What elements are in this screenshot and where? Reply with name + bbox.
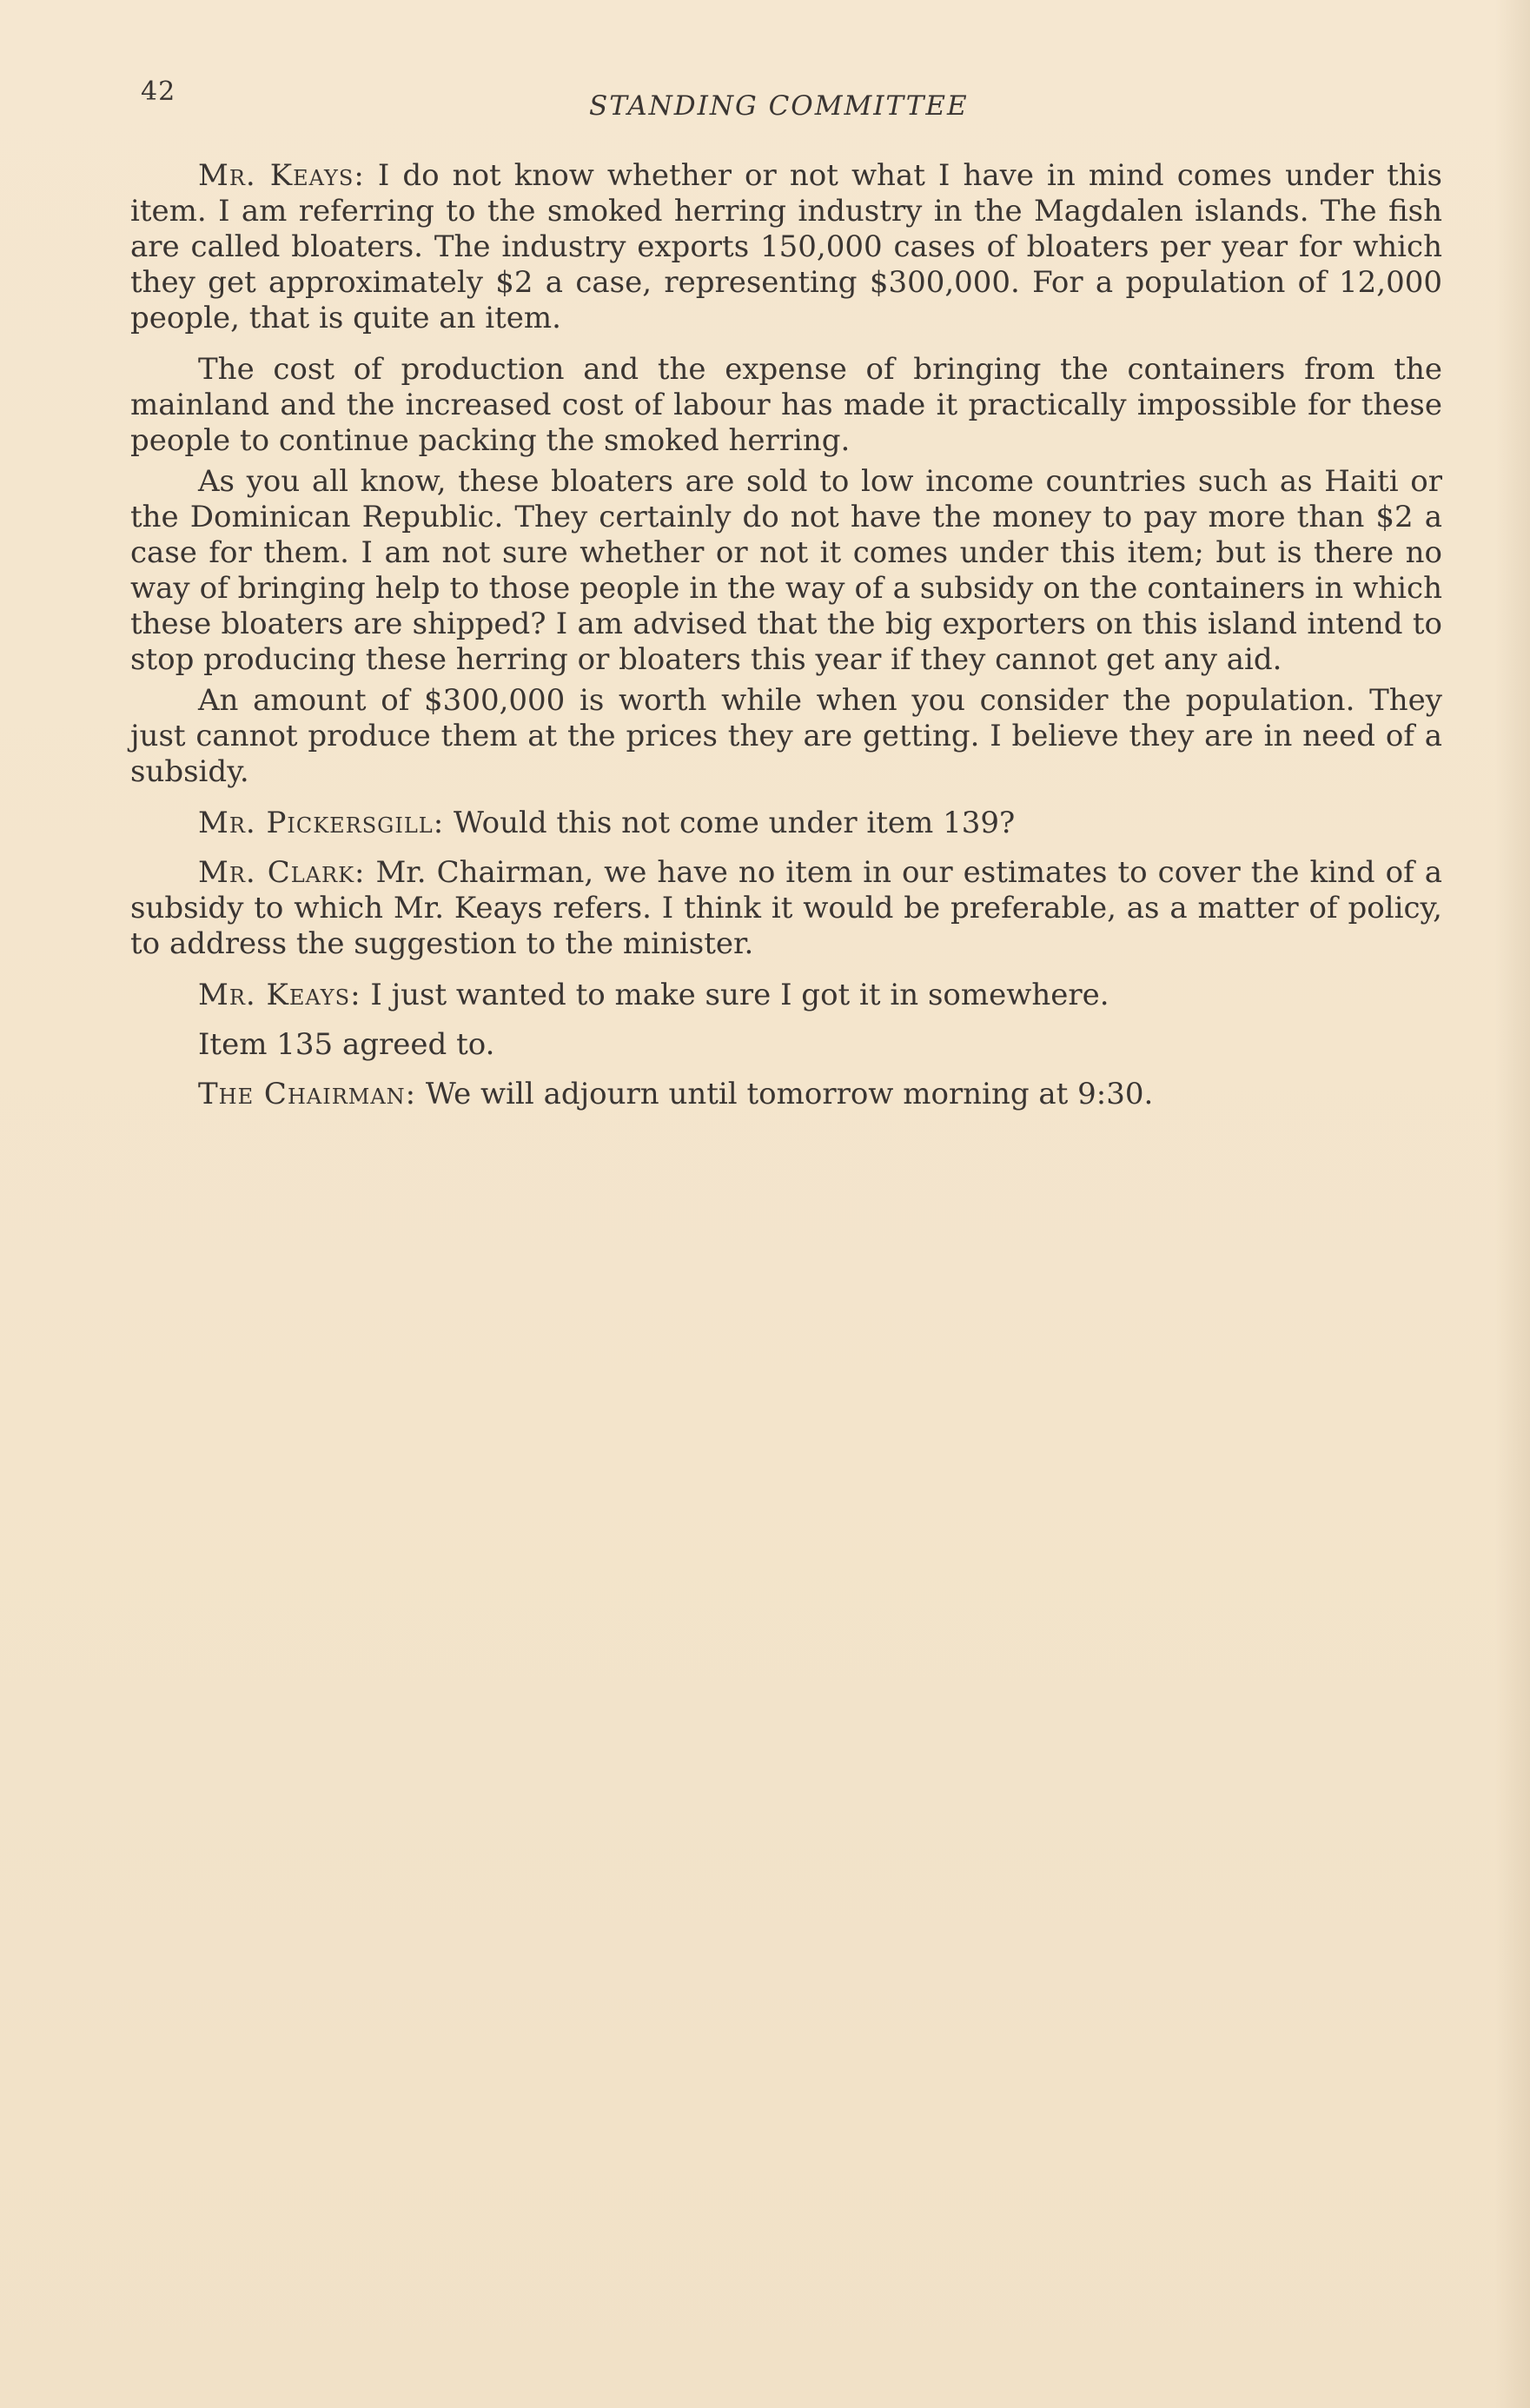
paragraph-clark: [130, 855, 1442, 962]
paragraph-amount: [130, 683, 1442, 790]
paragraph-text: Would this not come under item 139?: [444, 806, 1016, 840]
paragraph-item-agreed: [130, 1027, 1442, 1063]
body-text: [130, 158, 1442, 1126]
paragraph-text: Mr. Chairman, we have no item in our estimates to cover the kind of a subsidy to which Mr. Keays refers. I think it would be preferable, as a matter of policy, to address the suggestion to the minister.: [130, 855, 1442, 961]
paragraph-text: The cost of production and the expense of bringing the containers from the mainland and the increased cost of labour has made it practically impossible for these people to continue packing the smoked herring.: [130, 352, 1442, 458]
speaker-name: Mr. Keays:: [198, 158, 365, 193]
speaker-name: Mr. Clark:: [198, 855, 366, 890]
speaker-name: The Chairman:: [198, 1077, 417, 1111]
running-head: STANDING COMMITTEE: [589, 90, 969, 122]
paragraph-text: We will adjourn until tomorrow morning at 9:30.: [416, 1077, 1154, 1111]
paragraph-text: As you all know, these bloaters are sold to low income countries such as Haiti or the Dominican Republic. They certainly do not have the money to pay more than $2 a case for them. I am not sure whether or not it comes under this item; but is there no way of bringing help to those people in the way of a subsidy on the containers in which these bloaters are shipped? I am advised that the big exporters on this island intend to stop producing these herring or bloaters this year if they cannot get any aid.: [130, 464, 1442, 677]
speaker-name: Mr. Pickersgill:: [198, 806, 445, 840]
paragraph-keays-1: [130, 158, 1442, 336]
page-edge-shadow: [1495, 0, 1530, 2408]
paragraph-cost: [130, 352, 1442, 459]
paragraph-pickersgill: [130, 806, 1442, 841]
paragraph-bloaters: [130, 464, 1442, 678]
speaker-name: Mr. Keays:: [198, 978, 361, 1012]
paragraph-chairman: [130, 1077, 1442, 1112]
paragraph-text: I do not know whether or not what I have in mind comes under this item. I am referring to the smoked herring industry in the Magdalen islands. The fish are called bloaters. The industry exports 150,000 cases of bloaters per year for which they get approximately $2 a case, representing $300,000. For a population of 12,000 people, that is quite an item.: [130, 158, 1442, 335]
paragraph-keays-2: [130, 978, 1442, 1013]
paragraph-text: An amount of $300,000 is worth while when you consider the population. They just cannot produce them at the prices they are getting. I believe they are in need of a subsidy.: [130, 683, 1442, 789]
paragraph-text: I just wanted to make sure I got it in somewhere.: [361, 978, 1109, 1012]
page-number: 42: [141, 76, 176, 107]
paragraph-text: Item 135 agreed to.: [198, 1027, 495, 1062]
